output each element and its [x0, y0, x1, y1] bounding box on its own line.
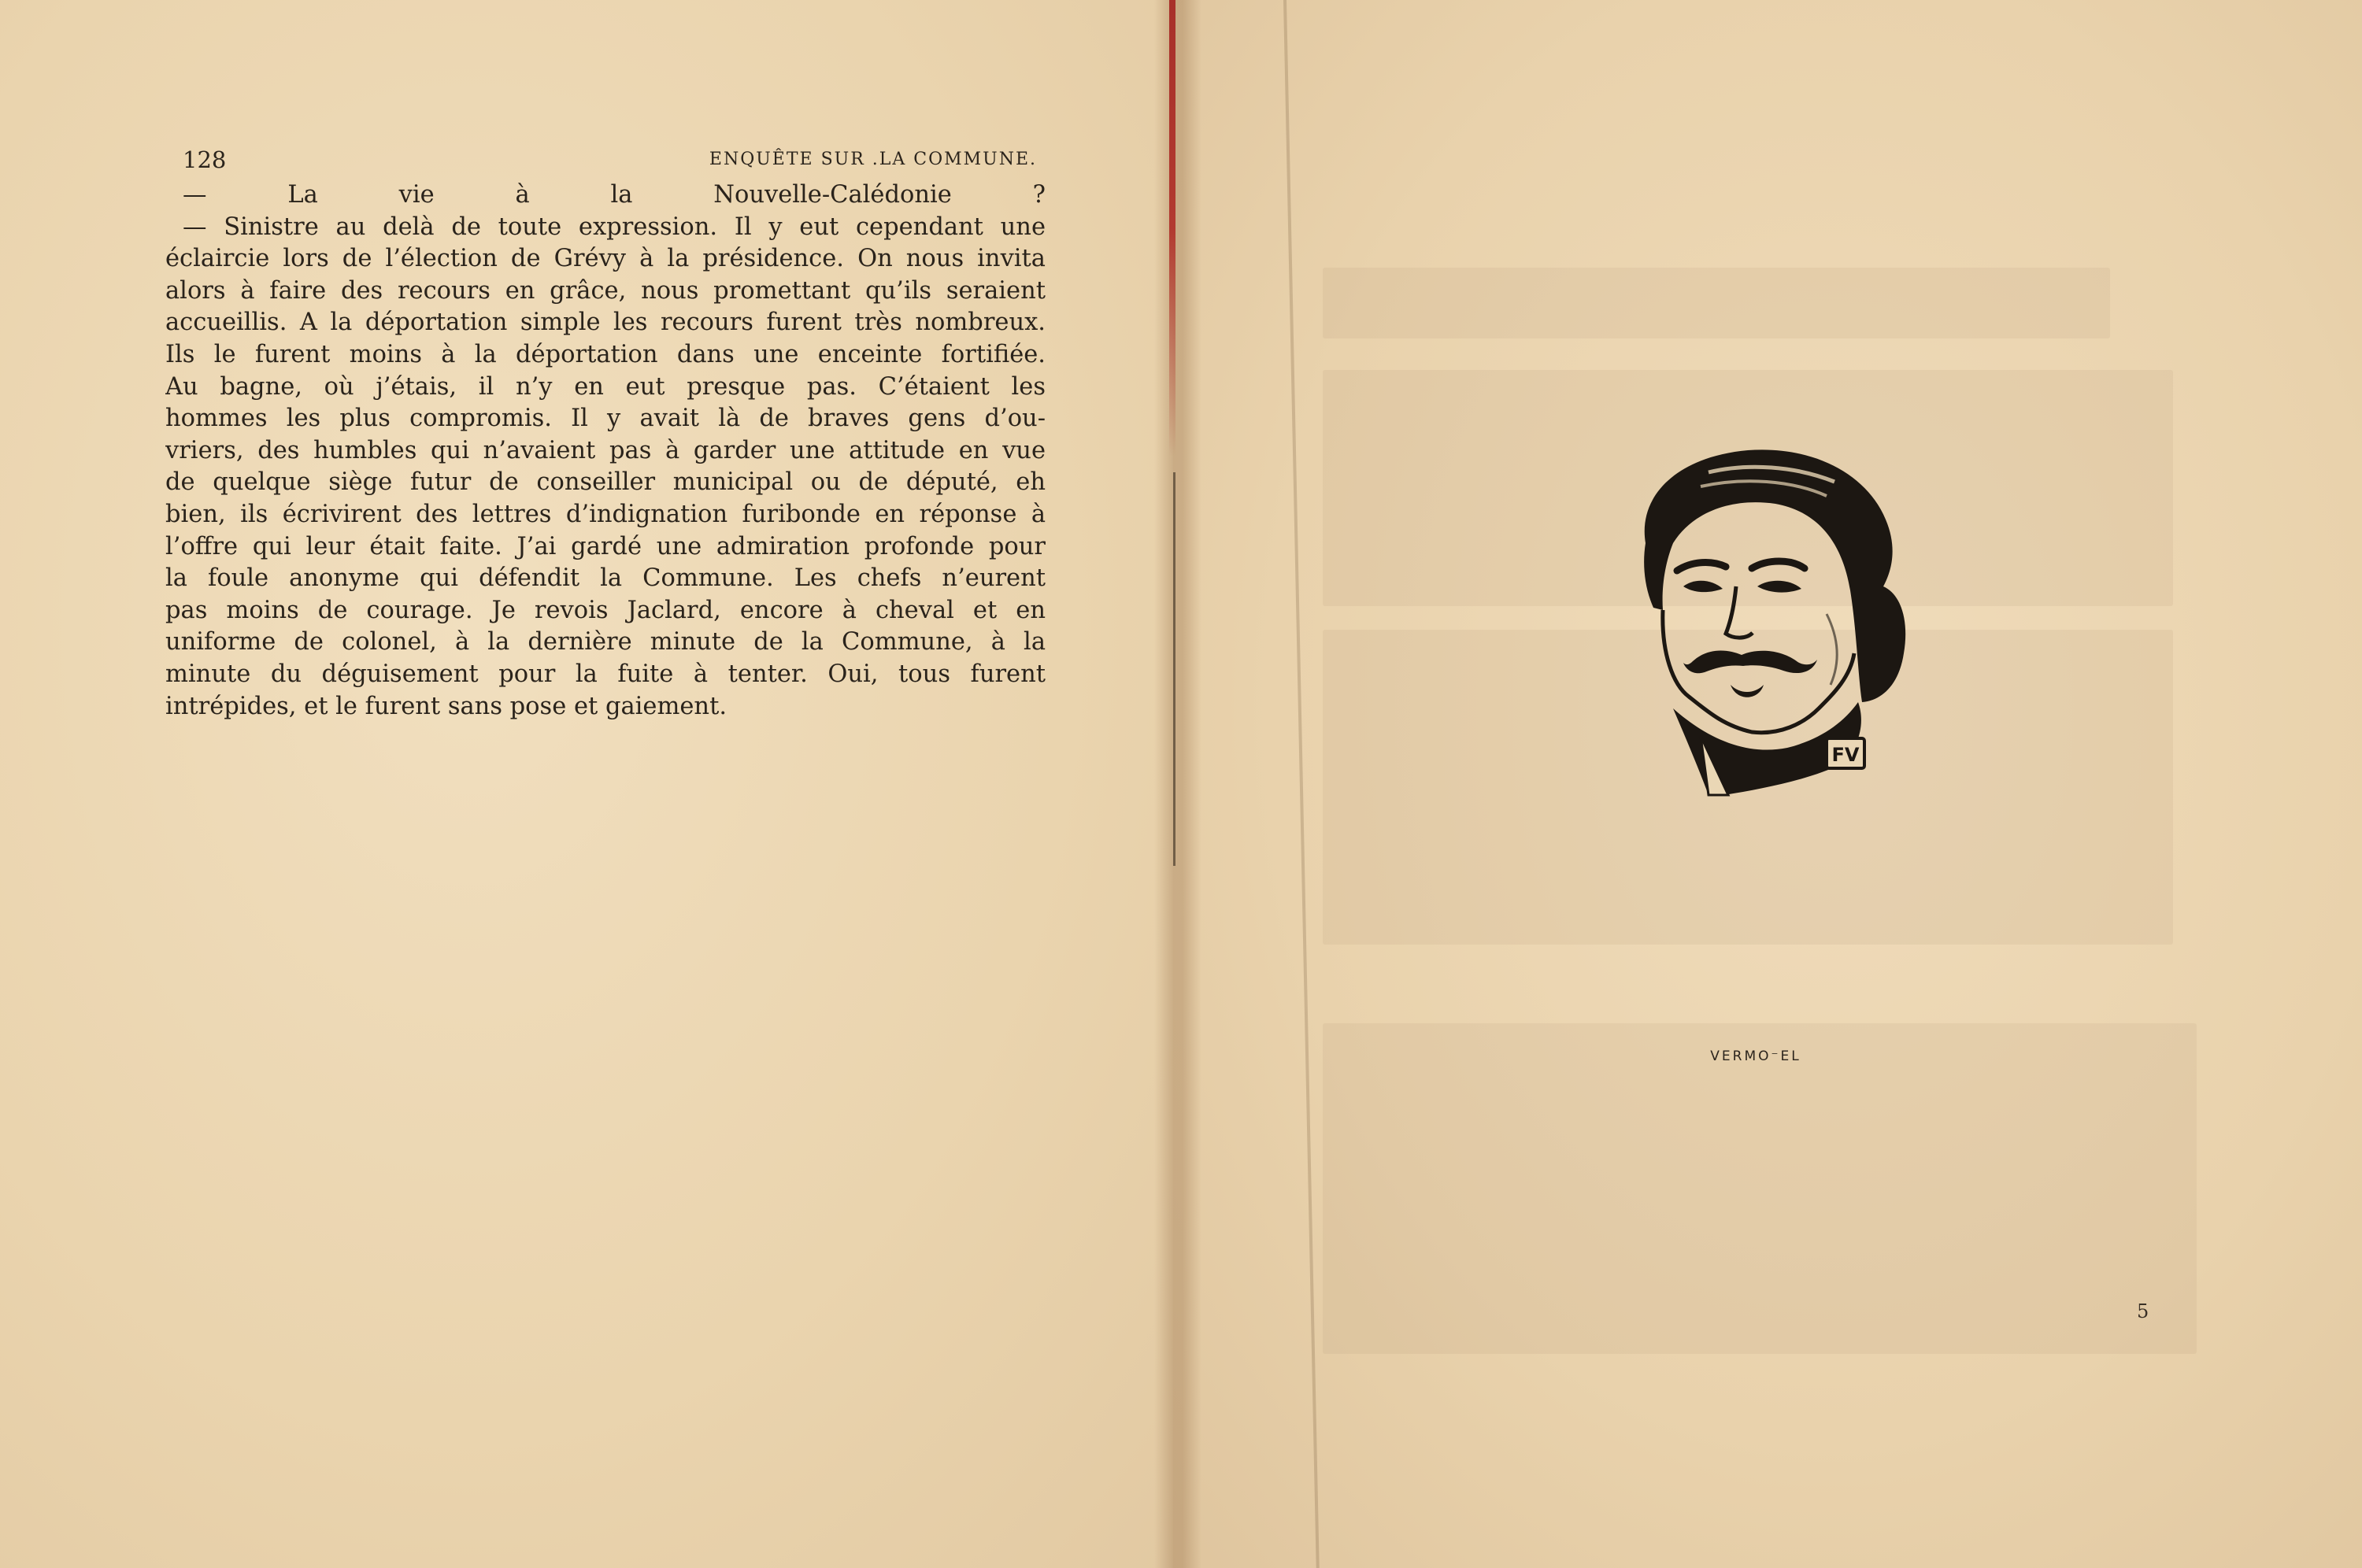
text-line: alors à faire des recours en grâce, nous promettant qu’ils seraient — [165, 276, 1046, 305]
left-page — [0, 0, 1173, 1568]
show-through-text — [1323, 268, 2110, 338]
spine-edge — [1173, 472, 1175, 866]
text-line: Au bagne, où j’étais, il n’y en eut presque pas. C’étaient les — [165, 372, 1046, 401]
text-line: uniforme de colonel, à la dernière minute de la Commune, à la — [165, 628, 1046, 656]
spine-binding — [1169, 0, 1175, 457]
text-line: minute du déguisement pour la fuite à tenter. Oui, tous furent — [165, 660, 1046, 688]
folio-line — [183, 146, 1037, 178]
gutter-shadow — [1154, 0, 1201, 1568]
woodcut-portrait — [1590, 425, 1921, 803]
page-number: 128 — [183, 146, 227, 173]
text-line: la foule anonyme qui défendit la Commune. Les chefs n’eurent — [165, 564, 1046, 593]
text-line: — Sinistre au delà de toute expression. Il y eut cependant une — [183, 213, 1046, 241]
text-line: éclaircie lors de l’élection de Grévy à la présidence. On nous invita — [165, 245, 1046, 273]
portrait-moustache — [1683, 651, 1817, 674]
text-line: hommes les plus compromis. Il y avait là de braves gens d’ou- — [165, 405, 1046, 433]
text-line: l’offre qui leur était faite. J’ai gardé une admiration profonde pour — [165, 532, 1046, 560]
body-text — [165, 179, 1046, 723]
portrait-caption: VERMO⁻EL — [1710, 1048, 1801, 1064]
right-page-number: 5 — [2137, 1300, 2149, 1322]
text-line: intrépides, et le furent sans pose et gaiement. — [165, 692, 727, 720]
text-line: — La vie à la Nouvelle-Calédonie ? — [183, 181, 1046, 209]
text-line: de quelque siège futur de conseiller municipal ou de député, eh — [165, 468, 1046, 497]
text-line: bien, ils écrivirent des lettres d’indignation furibonde en réponse à — [165, 500, 1046, 528]
show-through-text — [1323, 1023, 2197, 1354]
text-line: Ils le furent moins à la déportation dans une enceinte fortifiée. — [165, 340, 1046, 368]
text-line: pas moins de courage. Je revois Jaclard, encore à cheval et en — [165, 596, 1046, 624]
running-head: ENQUÊTE SUR .LA COMMUNE. — [709, 150, 1037, 169]
text-line: accueillis. A la déportation simple les recours furent très nombreux. — [165, 309, 1046, 337]
monogram-text: FV — [1831, 744, 1860, 766]
text-line: vriers, des humbles qui n’avaient pas à garder une attitude en vue — [165, 436, 1046, 464]
